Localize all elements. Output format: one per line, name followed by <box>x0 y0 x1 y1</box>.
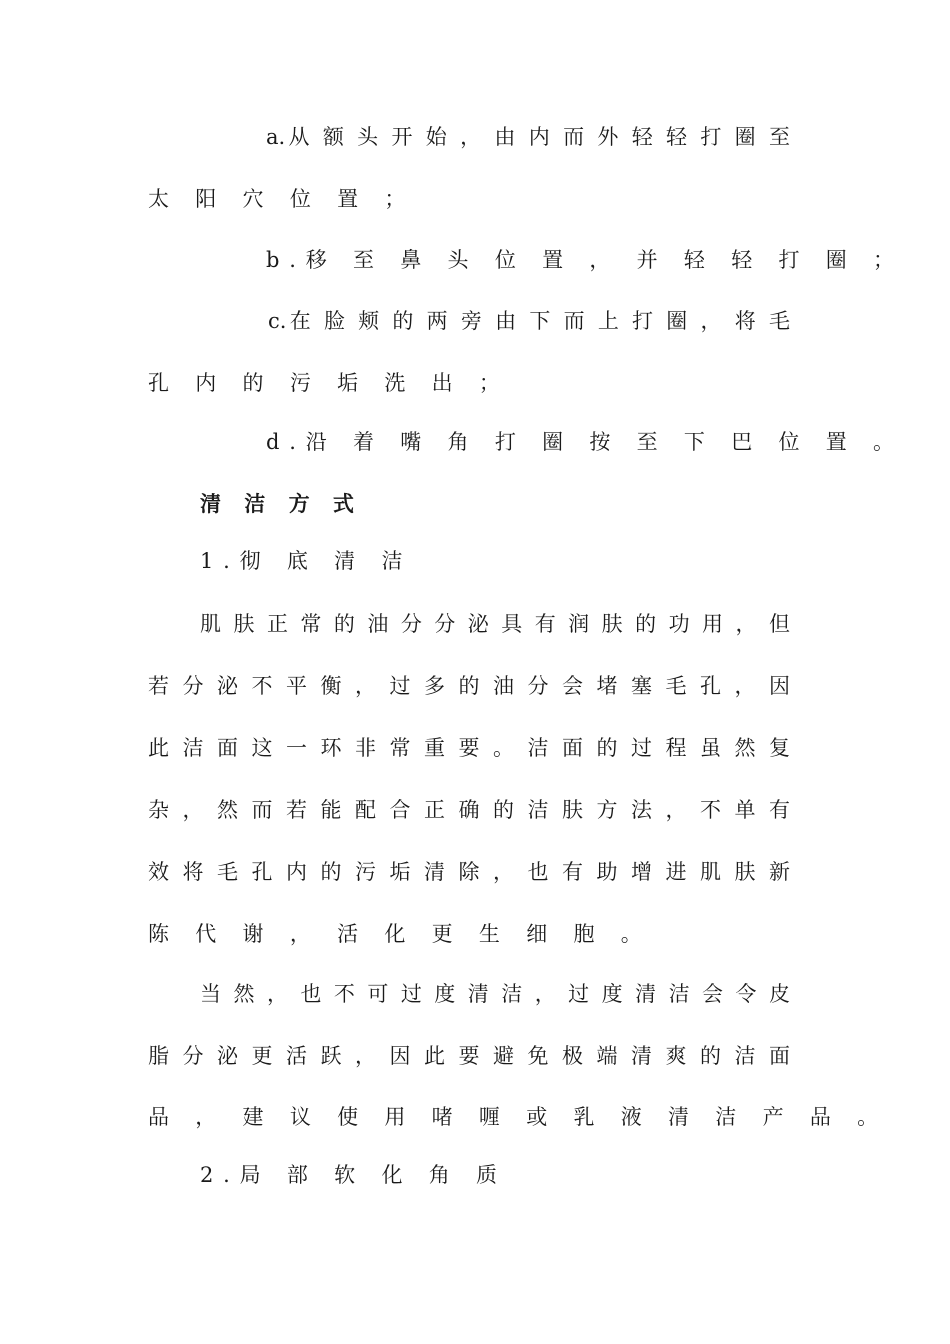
paragraph-1-line-2: 若 分 泌 不 平 衡 ， 过 多 的 油 分 会 堵 塞 毛 孔 ， 因 <box>148 674 790 698</box>
list-item-c-line-2: 孔 内 的 污 垢 洗 出 ； <box>148 371 510 395</box>
paragraph-2-line-1: 当 然 ， 也 不 可 过 度 清 洁 ， 过 度 清 洁 会 令 皮 <box>200 982 790 1006</box>
list-item-a-line-1: a.从 额 头 开 始 ， 由 内 而 外 轻 轻 打 圈 至 <box>266 125 790 149</box>
paragraph-1-line-1: 肌 肤 正 常 的 油 分 分 泌 具 有 润 肤 的 功 用 ， 但 <box>200 612 790 636</box>
paragraph-2-line-3: 品 ， 建 议 使 用 啫 喱 或 乳 液 清 洁 产 品 。 <box>148 1105 888 1129</box>
list-item-a-line-2: 太 阳 穴 位 置 ； <box>148 187 416 211</box>
section-heading: 清 洁 方 式 <box>200 491 362 516</box>
subheading-2: 2.局 部 软 化 角 质 <box>200 1163 507 1187</box>
paragraph-2-line-2: 脂 分 泌 更 活 跃 ， 因 此 要 避 免 极 端 清 爽 的 洁 面 <box>148 1044 790 1068</box>
list-item-c-line-1: c.在 脸 颊 的 两 旁 由 下 而 上 打 圈 ， 将 毛 <box>268 309 790 333</box>
paragraph-1-line-6: 陈 代 谢 ， 活 化 更 生 细 胞 。 <box>148 922 652 946</box>
paragraph-1-line-5: 效 将 毛 孔 内 的 污 垢 清 除 ， 也 有 助 增 进 肌 肤 新 <box>148 860 790 884</box>
list-item-b: b.移 至 鼻 头 位 置 ， 并 轻 轻 打 圈 ； <box>266 248 904 272</box>
subheading-1: 1.彻 底 清 洁 <box>200 549 413 573</box>
list-item-d: d.沿 着 嘴 角 打 圈 按 至 下 巴 位 置 。 <box>266 430 904 454</box>
paragraph-1-line-4: 杂 ， 然 而 若 能 配 合 正 确 的 洁 肤 方 法 ， 不 单 有 <box>148 798 790 822</box>
paragraph-1-line-3: 此 洁 面 这 一 环 非 常 重 要 。 洁 面 的 过 程 虽 然 复 <box>148 736 790 760</box>
